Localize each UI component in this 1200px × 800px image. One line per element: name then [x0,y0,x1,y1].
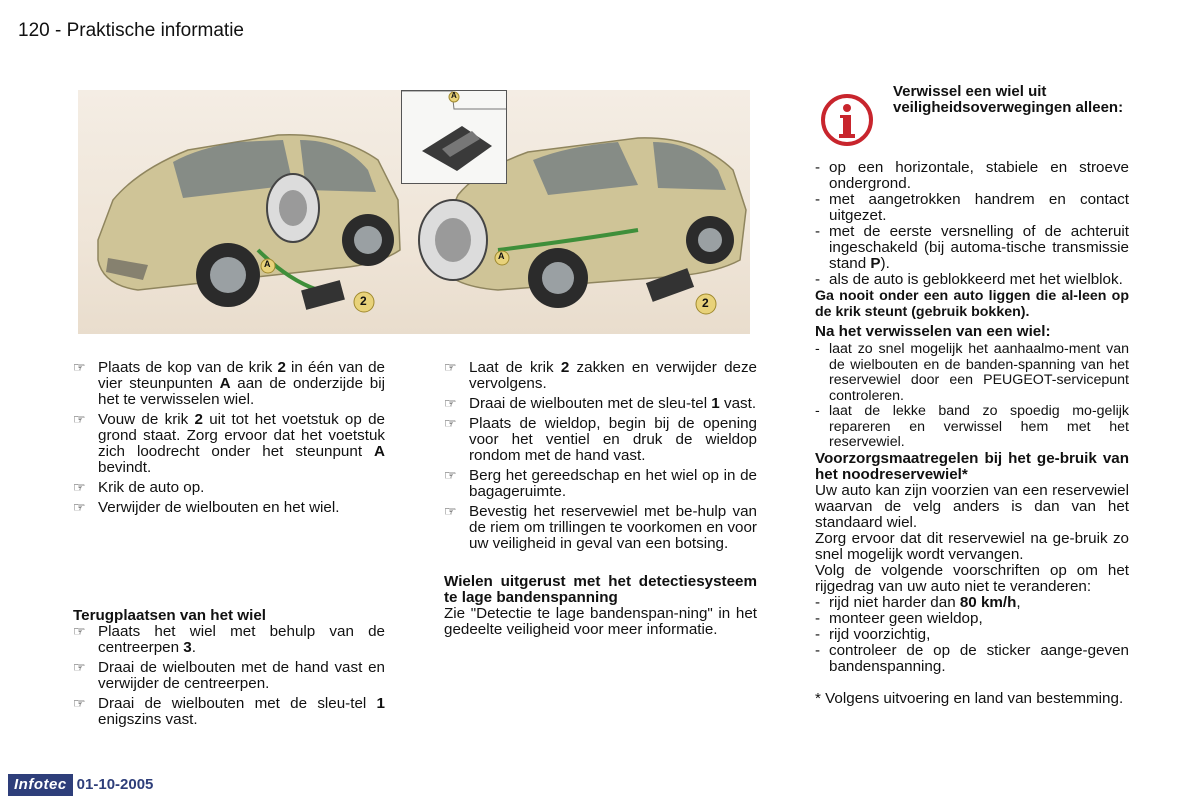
column-3-warnings [815,160,1129,707]
info-icon [820,93,874,147]
list-item: - met de eerste versnelling of de achteruit ingeschakeld (bij automa-tische transmissie stand P). [815,223,1129,272]
warning-title: Verwissel een wiel uit veiligheidsoverwegingen alleen: [893,83,1124,116]
list-item: ☞ Plaats het wiel met behulp van de centreerpen 3. [73,623,385,656]
list-item: ☞ Vouw de krik 2 uit tot het voetstuk op de grond staat. Zorg ervoor dat het voetstuk zich loodrecht onder het steunpunt A bevindt. [73,411,385,476]
footer-date: 01-10-2005 [73,775,158,795]
footer [8,774,157,796]
list-item: ☞ Berg het gereedschap en het wiel op in de bagageruimte. [444,467,757,500]
list-item: - rijd voorzichtig, [815,625,931,643]
infotec-logo: Infotec [8,774,73,796]
list-item: - met aangetrokken handrem en contact uitgezet. [815,191,1129,224]
pointing-hand-icon: ☞ [444,415,457,431]
list-item: ☞ Draai de wielbouten met de sleu-tel 1 enigszins vast. [73,695,385,728]
column-1-steps [73,360,385,520]
body-text: Zie "Detectie te lage bandenspan-ning" in het gedeelte veiligheid voor meer informatie. [444,605,757,638]
pointing-hand-icon: ☞ [73,499,86,515]
label-2-left: 2 [360,294,367,308]
body-text: Uw auto kan zijn voorzien van een reservewiel waarvan de velg anders is dan van het standaard wiel. [815,481,1129,531]
pointing-hand-icon: ☞ [73,479,86,495]
pointing-hand-icon: ☞ [73,695,86,711]
body-text: Volg de volgende voorschriften op om het rijgedrag van uw auto niet te veranderen: [815,561,1129,595]
list-item: - laat zo snel mogelijk het aanhaalmo-ment van de wielbouten en de banden-spanning van het reservewiel door een PEUGEOT-servicepunt controleren. [815,341,1129,404]
list-item: ☞ Plaats de kop van de krik 2 in één van de vier steunpunten A aan de onderzijde bij het te verwisselen wiel. [73,359,385,408]
list-item: ☞ Draai de wielbouten met de hand vast en verwijder de centreerpen. [73,659,385,692]
list-item: - monteer geen wieldop, [815,609,983,627]
pointing-hand-icon: ☞ [73,411,86,427]
list-item: ☞ Laat de krik 2 zakken en verwijder deze vervolgens. [444,359,757,392]
warning-note: Ga nooit onder een auto liggen die al-leen op de krik steunt (gebruik bokken). [815,288,1129,320]
page-title: 120 - Praktische informatie [18,20,244,41]
list-item: - op een horizontale, stabiele en stroeve ondergrond. [815,159,1129,192]
list-item: - rijd niet harder dan 80 km/h, [815,593,1021,611]
body-text: Zorg ervoor dat dit reservewiel na ge-bruik zo snel mogelijk wordt vervangen. [815,529,1129,563]
pointing-hand-icon: ☞ [73,359,86,375]
list-item: ☞ Draai de wielbouten met de sleu-tel 1 vast. [444,395,757,412]
pointing-hand-icon: ☞ [444,359,457,375]
section-heading: Na het verwisselen van een wiel: [815,323,1051,340]
pointing-hand-icon: ☞ [444,503,457,519]
label-a-left: A [264,259,271,269]
list-item: - laat de lekke band zo spoedig mo-gelijk repareren en verwissel hem met het reservewiel. [815,403,1129,450]
label-a-right: A [498,251,505,261]
section-heading: Terugplaatsen van het wiel [73,607,266,624]
list-item: - controleer de op de sticker aange-geven bandenspanning. [815,641,1129,675]
section-heading: Wielen uitgerust met het detectiesysteem te lage bandenspanning [444,573,757,606]
list-item: ☞ Bevestig het reservewiel met be-hulp van de riem om trillingen te voorkomen en voor uw veiligheid in geval van een botsing. [444,503,757,552]
list-item: ☞ Krik de auto op. [73,479,205,496]
list-item: - als de auto is geblokkeerd met het wielblok. [815,271,1123,288]
pointing-hand-icon: ☞ [73,659,86,675]
car-left-drawing [98,135,400,310]
section-heading: Voorzorgsmaatregelen bij het ge-bruik van het noodreservewiel* [815,449,1129,483]
column-2-steps [444,360,757,638]
pointing-hand-icon: ☞ [73,623,86,639]
pointing-hand-icon: ☞ [444,467,457,483]
footnote: * Volgens uitvoering en land van bestemming. [815,689,1124,707]
list-item: ☞ Plaats de wieldop, begin bij de opening voor het ventiel en druk de wieldop rondom met de hand vast. [444,415,757,464]
list-item: ☞ Verwijder de wielbouten en het wiel. [73,499,340,516]
column-1-refit-section [73,608,385,732]
label-2-right: 2 [702,296,709,310]
inset-label-a: A [451,91,457,100]
pointing-hand-icon: ☞ [444,395,457,411]
jack-detail-inset [401,90,507,184]
